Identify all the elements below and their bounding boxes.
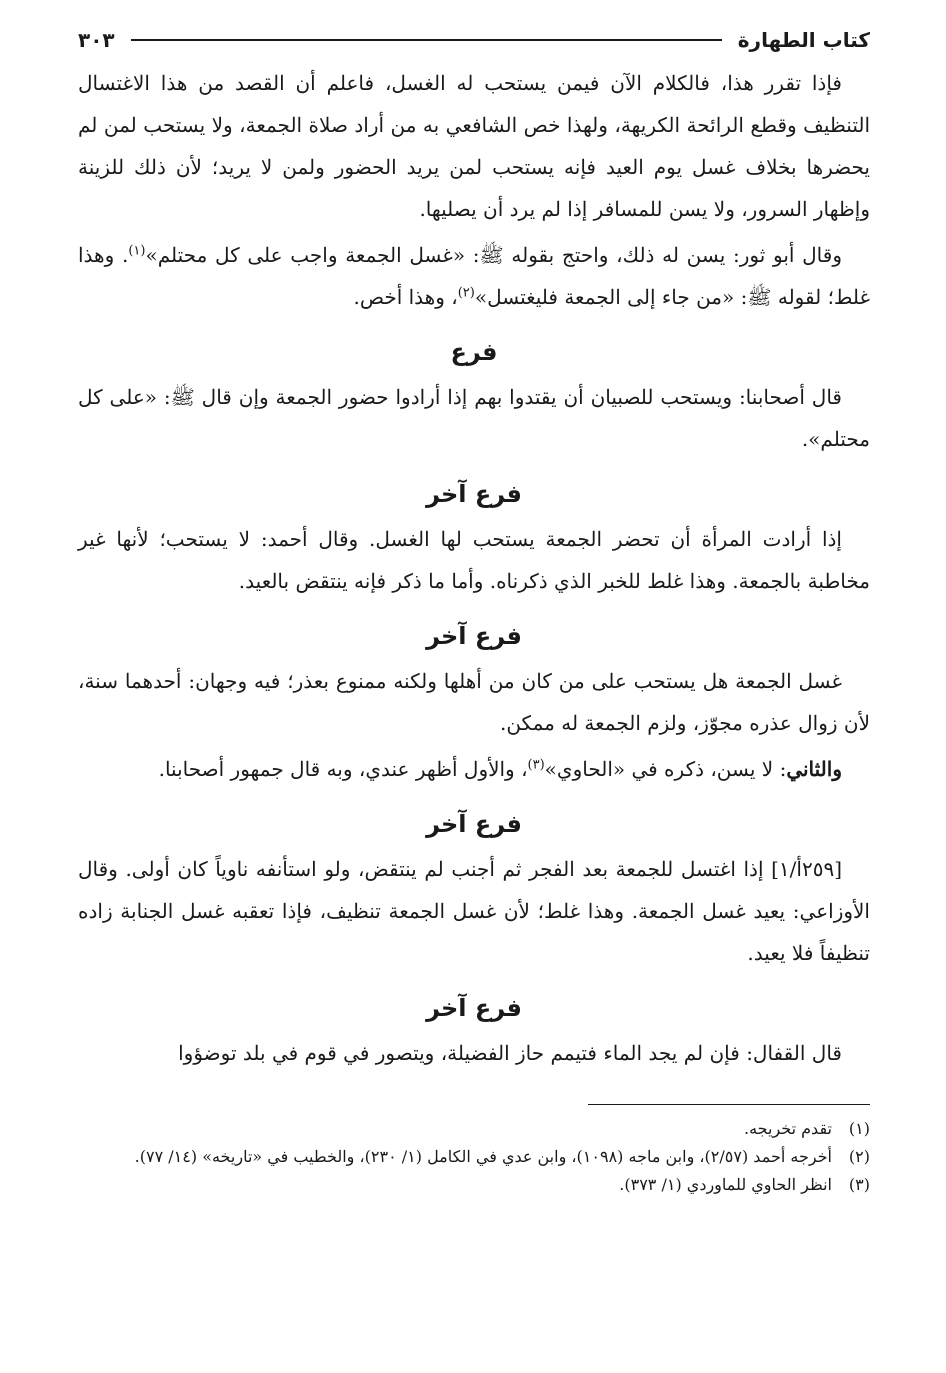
main-text [78,62,870,1074]
section-heading: فرع آخر [426,994,522,1022]
paragraph: إذا أرادت المرأة أن تحضر الجمعة يستحب لها الغسل. وقال أحمد: لا يستحب؛ لأنها غير مخاطبة بالجمعة. وهذا غلط للخبر الذي ذكرناه. وأما ما ذكر فإنه ينتقض بالعيد. [78,527,870,593]
section-heading: فرع آخر [426,810,522,838]
paragraph-text: وقال أبو ثور: يسن له ذلك، واحتج بقوله ﷺ: «غسل الجمعة واجب على كل محتلم» [145,243,842,267]
paragraph [78,234,870,318]
footnote-text: تقدم تخريجه. [744,1119,832,1138]
paragraph: قال القفال: فإن لم يجد الماء فتيمم حاز الفضيلة، ويتصور في قوم في بلد توضؤوا [178,1041,842,1065]
footnote-number: (١) [848,1119,870,1138]
footnote-separator [588,1104,870,1105]
paragraph-text: . وهذا غلط؛ لقوله ﷺ: «من جاء إلى الجمعة فليغتسل» [78,243,870,309]
footnote [78,1171,870,1199]
paragraph: قال أصحابنا: ويستحب للصبيان أن يقتدوا بهم إذا أرادوا حضور الجمعة وإن قال ﷺ: «على كل محتلم». [78,385,870,451]
paragraph: غسل الجمعة هل يستحب على من كان من أهلها ولكنه ممنوع بعذر؛ فيه وجهان: أحدهما سنة، لأن زوال عذره مجوّز، ولزم الجمعة له ممكن. [78,669,870,735]
section-heading: فرع آخر [426,480,522,508]
footnote [78,1115,870,1143]
page-number: ٣٠٣ [78,28,115,52]
running-header [78,20,870,60]
paragraph: [٢٥٩أ/١] إذا اغتسل للجمعة بعد الفجر ثم أجنب لم ينتقض، ولو استأنفه ناوياً كان أولى. وقال الأوزاعي: يعيد غسل الجمعة. وهذا غلط؛ لأن غسل الجمعة تنظيف، فإذا تعقبه غسل الجنابة زاده تنظيفاً فلا يعيد. [78,857,870,965]
footnote-text: أخرجه أحمد (٢/٥٧)، وابن ماجه (١٠٩٨)، وابن عدي في الكامل (١/ ٢٣٠)، والخطيب في «تاريخه» (١٤/ ٧٧). [134,1147,832,1166]
footnote-reference[interactable]: (٣) [527,757,545,773]
footnote-number: (٣) [848,1175,870,1194]
footnote-number: (٢) [848,1147,870,1166]
header-rule [131,39,722,41]
section-heading: فرع آخر [426,622,522,650]
chapter-title: كتاب الطهارة [737,28,870,52]
footnote-reference[interactable]: (١) [128,243,146,259]
footnote-text: انظر الحاوي للماوردي (١/ ٣٧٣). [619,1175,832,1194]
footnotes [78,1115,870,1199]
paragraph-text: ، وهذا أخص. [353,285,458,309]
paragraph: فإذا تقرر هذا، فالكلام الآن فيمن يستحب له الغسل، فاعلم أن القصد من هذا الاغتسال التنظيف وقطع الرائحة الكريهة، ولهذا خص الشافعي به من أراد صلاة الجمعة، ولا يستحب لمن لم يحضرها بخلاف غسل يوم العيد فإنه يستحب لمن يريد الحضور ولمن لا يريد؛ لأن ذلك للزينة وإظهار السرور، ولا يسن للمسافر إذا لم يرد أن يصليها. [78,71,870,221]
paragraph-text: ، والأول أظهر عندي، وبه قال جمهور أصحابنا. [158,757,528,781]
paragraph-text: : لا يسن، ذكره في «الحاوي» [544,757,787,781]
footnote-reference[interactable]: (٢) [457,285,475,301]
paragraph [78,748,870,790]
footnote [78,1143,870,1171]
book-page [78,20,870,1360]
section-heading: فرع [450,338,498,366]
paragraph-lead: والثاني [786,757,842,781]
